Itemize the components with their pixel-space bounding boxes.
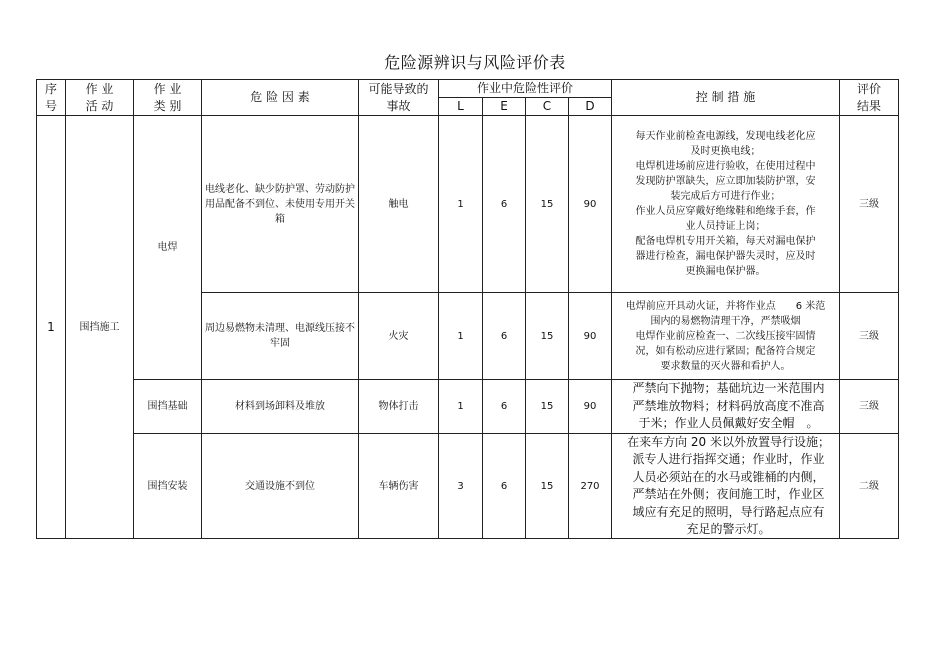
category-cell: 围挡基础 <box>134 380 202 434</box>
header-hazard: 危 险 因 素 <box>202 80 359 116</box>
header-result: 评价 结果 <box>840 80 899 116</box>
accident-cell: 车辆伤害 <box>359 434 439 539</box>
category-cell: 围挡安装 <box>134 434 202 539</box>
table-row <box>37 380 899 434</box>
header-accident: 可能导致的 事故 <box>359 80 439 116</box>
control-measures-cell: 电焊前应开具动火证，并将作业点 6 米范 围内的易燃物清理干净，严禁吸烟 电焊作业前应检查一、二次线压接牢固情 况，如有松动应进行紧固；配备符合规定 要求数量的灭火器和看护人。 <box>612 293 840 380</box>
c-cell: 15 <box>526 116 569 293</box>
control-measures-cell: 严禁向下抛物；基础坑边一米范围内 严禁堆放物料；材料码放高度不准高 于米；作业人员佩戴好安全帽 。 <box>612 380 840 434</box>
header-category: 作 业 类 别 <box>134 80 202 116</box>
result-cell: 三级 <box>840 380 899 434</box>
table-row <box>37 434 899 539</box>
header-d: D <box>569 98 612 116</box>
l-cell: 1 <box>439 293 483 380</box>
e-cell: 6 <box>483 380 526 434</box>
l-cell: 1 <box>439 380 483 434</box>
header-control: 控 制 措 施 <box>612 80 840 116</box>
d-cell: 270 <box>569 434 612 539</box>
activity-cell: 围挡施工 <box>66 116 134 539</box>
hazard-cell: 周边易燃物未清理、电源线压接不牢固 <box>202 293 359 380</box>
c-cell: 15 <box>526 434 569 539</box>
c-cell: 15 <box>526 380 569 434</box>
seq-cell: 1 <box>37 116 66 539</box>
hazard-cell: 电线老化、缺少防护罩、劳动防护用品配备不到位、未使用专用开关箱 <box>202 116 359 293</box>
d-cell: 90 <box>569 380 612 434</box>
accident-cell: 触电 <box>359 116 439 293</box>
accident-cell: 火灾 <box>359 293 439 380</box>
control-measures-cell: 每天作业前检查电源线，发现电线老化应 及时更换电线； 电焊机进场前应进行验收，在使用过程中 发现防护罩缺失，应立即加装防护罩，安 装完成后方可进行作业； 作业人员应穿戴好绝缘鞋和绝缘手套，作 业人员持证上岗； 配备电焊机专用开关箱，每天对漏电保护 器进行检查，漏电保护器失灵时，应及时 更换漏电保护器。 <box>612 116 840 293</box>
header-e: E <box>483 98 526 116</box>
l-cell: 1 <box>439 116 483 293</box>
header-activity: 作 业 活 动 <box>66 80 134 116</box>
c-cell: 15 <box>526 293 569 380</box>
accident-cell: 物体打击 <box>359 380 439 434</box>
result-cell: 三级 <box>840 116 899 293</box>
e-cell: 6 <box>483 293 526 380</box>
d-cell: 90 <box>569 293 612 380</box>
table-row <box>37 116 899 293</box>
control-measures-cell: 在来车方向 20 米以外放置导行设施； 派专人进行指挥交通；作业时，作业 人员必须站在的水马或锥桶的内侧， 严禁站在外侧；夜间施工时，作业区 域应有充足的照明，导行路起点应有 充足的警示灯。 <box>612 434 840 539</box>
d-cell: 90 <box>569 116 612 293</box>
header-evaluation: 作业中危险性评价 <box>439 80 612 98</box>
header-c: C <box>526 98 569 116</box>
l-cell: 3 <box>439 434 483 539</box>
risk-assessment-table <box>36 79 899 539</box>
header-seq: 序 号 <box>37 80 66 116</box>
result-cell: 二级 <box>840 434 899 539</box>
hazard-cell: 材料到场卸料及堆放 <box>202 380 359 434</box>
header-l: L <box>439 98 483 116</box>
category-cell: 电焊 <box>134 116 202 380</box>
page-title: 危险源辨识与风险评价表 <box>384 53 566 72</box>
result-cell: 三级 <box>840 293 899 380</box>
e-cell: 6 <box>483 116 526 293</box>
hazard-cell: 交通设施不到位 <box>202 434 359 539</box>
e-cell: 6 <box>483 434 526 539</box>
